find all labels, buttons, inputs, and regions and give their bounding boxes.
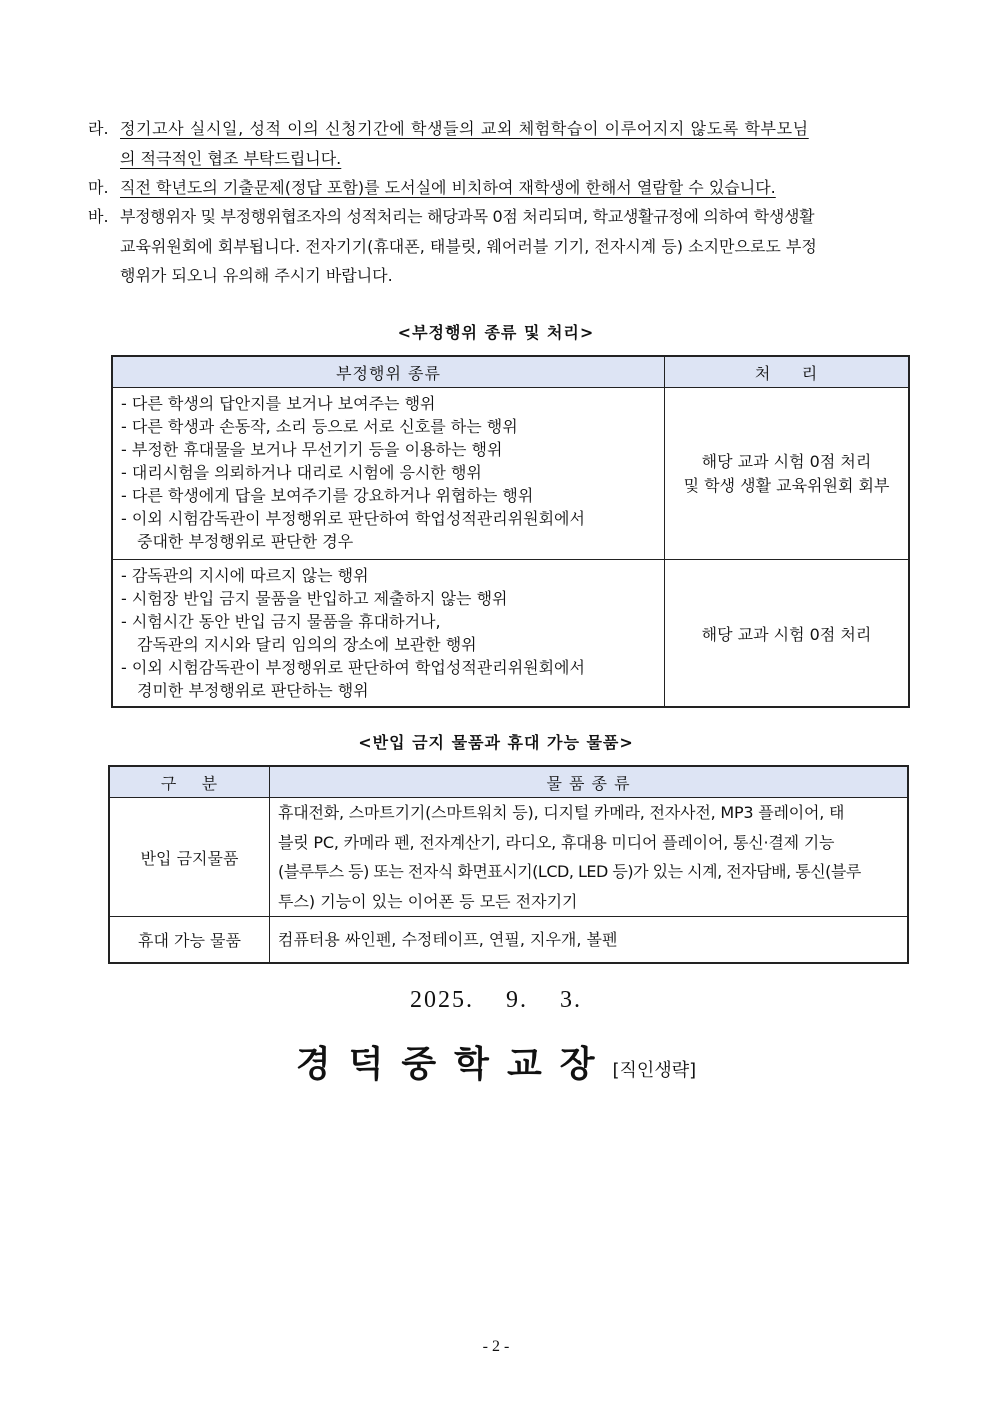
table-row (109, 917, 908, 963)
list-item: - 부정한 휴대물을 보거나 무선기기 등을 이용하는 행위 (121, 440, 503, 459)
notice-ma (88, 173, 923, 203)
item-line: 투스) 기능이 있는 이어폰 등 모든 전자기기 (278, 891, 578, 911)
notice-marker: 마. (88, 178, 109, 197)
list-item: - 다른 학생에게 답을 보여주기를 강요하거나 위협하는 행위 (121, 486, 534, 505)
list-item: 경미한 부정행위로 판단하는 행위 (137, 681, 369, 700)
cheating-table-caption: <부정행위 종류 및 처리> (397, 323, 595, 342)
cheating-table (111, 355, 910, 708)
table-row (109, 798, 908, 917)
notice-ra (88, 114, 923, 173)
list-item: - 다른 학생의 답안지를 보거나 보여주는 행위 (121, 394, 436, 413)
item-kinds-header: 물 품 종 류 (270, 766, 909, 798)
list-item: 감독관의 지시와 달리 임의의 장소에 보관한 행위 (137, 635, 477, 654)
notice-ba (88, 202, 923, 291)
action-line: 및 학생 생활 교육위원회 회부 (683, 475, 890, 495)
list-item: - 대리시험을 의뢰하거나 대리로 시험에 응시한 행위 (121, 463, 482, 482)
school-name: 경덕중학교장 (295, 1043, 613, 1085)
seal-note: [직인생략] (612, 1060, 697, 1081)
items-table (108, 765, 909, 964)
cheating-action-header: 처 리 (665, 356, 910, 388)
action-line: 해당 교과 시험 0점 처리 (701, 451, 872, 471)
category-cell: 휴대 가능 물품 (109, 917, 270, 963)
cheating-items-cell (112, 388, 665, 560)
list-item: - 시험장 반입 금지 물품을 반입하고 제출하지 않는 행위 (121, 589, 508, 608)
item-line: 컴퓨터용 싸인펜, 수정테이프, 연필, 지우개, 볼펜 (278, 929, 618, 949)
category-cell: 반입 금지물품 (109, 798, 270, 917)
notice-marker: 라. (88, 119, 109, 138)
notice-line: 부정행위자 및 부정행위협조자의 성적처리는 해당과목 0점 처리되며, 학교생활규정에 의하여 학생생활 (120, 207, 815, 226)
page-number: - 2 - (482, 1338, 510, 1355)
notice-marker: 바. (88, 207, 109, 226)
action-line: 해당 교과 시험 0점 처리 (701, 624, 872, 644)
table-row (112, 388, 909, 560)
list-item: - 이외 시험감독관이 부정행위로 판단하여 학업성적관리위원회에서 (121, 658, 585, 677)
notice-line: 정기고사 실시일, 성적 이의 신청기간에 학생들의 교외 체험학습이 이루어지지 않도록 학부모님 (120, 119, 809, 138)
item-list-cell (270, 917, 909, 963)
cheating-action-cell (665, 560, 910, 708)
list-item: - 다른 학생과 손동작, 소리 등으로 서로 신호를 하는 행위 (121, 417, 518, 436)
notice-line: 의 적극적인 협조 부탁드립니다. (120, 148, 342, 168)
item-line: 블릿 PC, 카메라 펜, 전자계산기, 라디오, 휴대용 미디어 플레이어, 통신·결제 기능 (278, 832, 835, 852)
table-row (112, 560, 909, 708)
item-line: (블루투스 등) 또는 전자식 화면표시기(LCD, LED 등)가 있는 시계, 전자담배, 통신(블루 (278, 862, 861, 881)
item-line: 휴대전화, 스마트기기(스마트워치 등), 디지털 카메라, 전자사전, MP3 플레이어, 태 (278, 803, 845, 822)
list-item: - 시험시간 동안 반입 금지 물품을 휴대하거나, (121, 612, 441, 631)
cheating-type-header: 부정행위 종류 (112, 356, 665, 388)
list-item: - 이외 시험감독관이 부정행위로 판단하여 학업성적관리위원회에서 (121, 509, 585, 528)
list-item: 중대한 부정행위로 판단한 경우 (137, 532, 354, 551)
category-header: 구 분 (109, 766, 270, 798)
document-date: 2025. 9. 3. (410, 987, 582, 1013)
cheating-action-cell (665, 388, 910, 560)
notice-line: 직전 학년도의 기출문제(정답 포함)를 도서실에 비치하여 재학생에 한해서 열람할 수 있습니다. (120, 178, 776, 197)
notice-line: 교육위원회에 회부됩니다. 전자기기(휴대폰, 태블릿, 웨어러블 기기, 전자시계 등) 소지만으로도 부정 (120, 236, 817, 256)
school-signature (0, 1036, 992, 1087)
notice-line: 행위가 되오니 유의해 주시기 바랍니다. (120, 266, 393, 285)
items-table-caption: <반입 금지 물품과 휴대 가능 물품> (358, 733, 634, 752)
list-item: - 감독관의 지시에 따르지 않는 행위 (121, 566, 369, 585)
cheating-items-cell (112, 560, 665, 708)
item-list-cell (270, 798, 909, 917)
